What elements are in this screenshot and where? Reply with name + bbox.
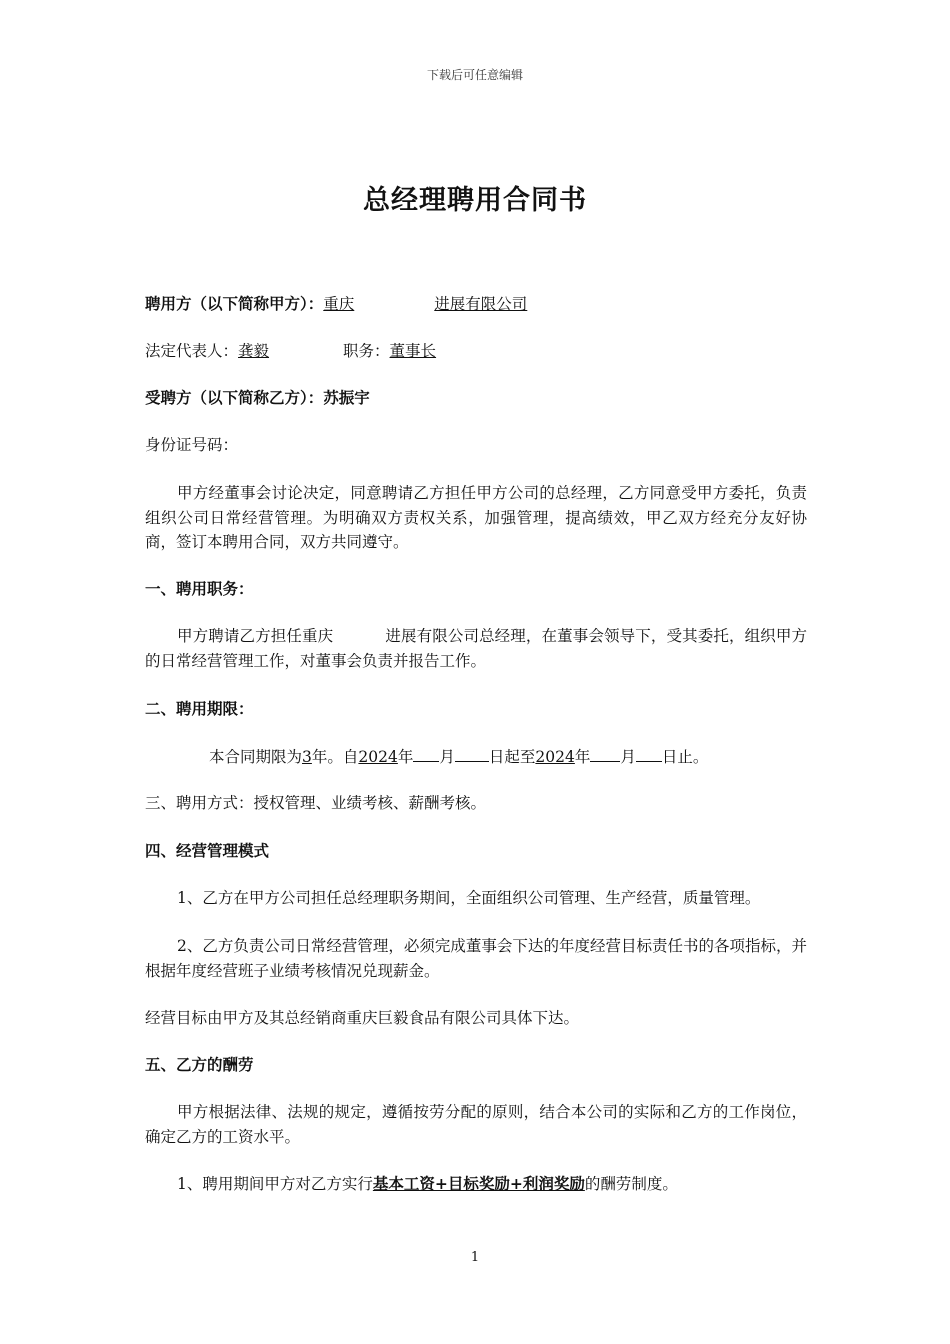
- legal-rep-name: 龚毅: [238, 342, 270, 360]
- section-2-heading: 二、聘用期限：: [145, 699, 254, 718]
- employee-name: 苏振宇: [323, 388, 370, 407]
- legal-rep-label: 法定代表人：: [145, 342, 239, 360]
- header-note: 下载后可任意编辑: [426, 68, 523, 82]
- employee-label: 受聘方（以下简称乙方）：: [145, 388, 324, 407]
- start-day-blank[interactable]: [455, 744, 489, 762]
- section-5-heading: 五、乙方的酬劳: [145, 1055, 254, 1074]
- start-year: 2024: [358, 748, 398, 766]
- employee-line: [145, 386, 370, 410]
- end-year: 2024: [535, 748, 575, 766]
- document-title: 总经理聘用合同书: [363, 185, 587, 216]
- id-number-label: 身份证号码：: [145, 436, 239, 454]
- page-number: 1: [470, 1250, 480, 1265]
- end-day-blank[interactable]: [636, 744, 662, 762]
- section-5-item-1: 1、聘用期间甲方对乙方实行基本工资+目标奖励+利润奖励的酬劳制度。: [177, 1174, 678, 1193]
- section-4-note: 经营目标由甲方及其总经销商重庆巨毅食品有限公司具体下达。: [145, 1009, 580, 1027]
- employer-name: 重庆 进展有限公司: [323, 295, 528, 313]
- section-4-heading: 四、经营管理模式: [145, 841, 270, 860]
- employer-label: 聘用方（以下简称甲方）：: [145, 294, 324, 313]
- section-3-line: 三、聘用方式：授权管理、业绩考核、薪酬考核。: [145, 794, 487, 812]
- salary-structure: 基本工资+目标奖励+利润奖励: [372, 1174, 585, 1193]
- section-4-item-1: 1、乙方在甲方公司担任总经理职务期间，全面组织公司管理、生产经营，质量管理。: [177, 889, 761, 907]
- section-1-heading: 一、聘用职务：: [145, 579, 254, 598]
- term-line: 本合同期限为3年。自2024年 月 日起至2024年 月 日止。: [177, 744, 708, 769]
- section-5-paragraph: 甲方根据法律、法规的规定，遵循按劳分配的原则，结合本公司的实际和乙方的工作岗位，确定乙方的工资水平。: [145, 1103, 807, 1146]
- intro-paragraph: 甲方经董事会讨论决定，同意聘请乙方担任甲方公司的总经理，乙方同意受甲方委托，负责组织公司日常经营管理。为明确双方责权关系，加强管理，提高绩效，甲乙双方经充分友好协商，签订本聘用合同，双方共同遵守。: [145, 484, 807, 551]
- term-years: 3: [302, 748, 312, 766]
- position-label: 职务：: [343, 342, 390, 360]
- end-month-blank[interactable]: [590, 744, 620, 762]
- position-value: 董事长: [389, 342, 437, 360]
- start-month-blank[interactable]: [413, 744, 439, 762]
- section-1-paragraph: 甲方聘请乙方担任重庆 进展有限公司总经理，在董事会领导下，受其委托，组织甲方的日常经营管理工作，对董事会负责并报告工作。: [145, 627, 807, 670]
- section-4-item-2: 2、乙方负责公司日常经营管理，必须完成董事会下达的年度经营目标责任书的各项指标，并根据年度经营班子业绩考核情况兑现薪金。: [145, 937, 807, 980]
- legal-rep-line: [145, 339, 436, 363]
- employer-line: [145, 292, 527, 316]
